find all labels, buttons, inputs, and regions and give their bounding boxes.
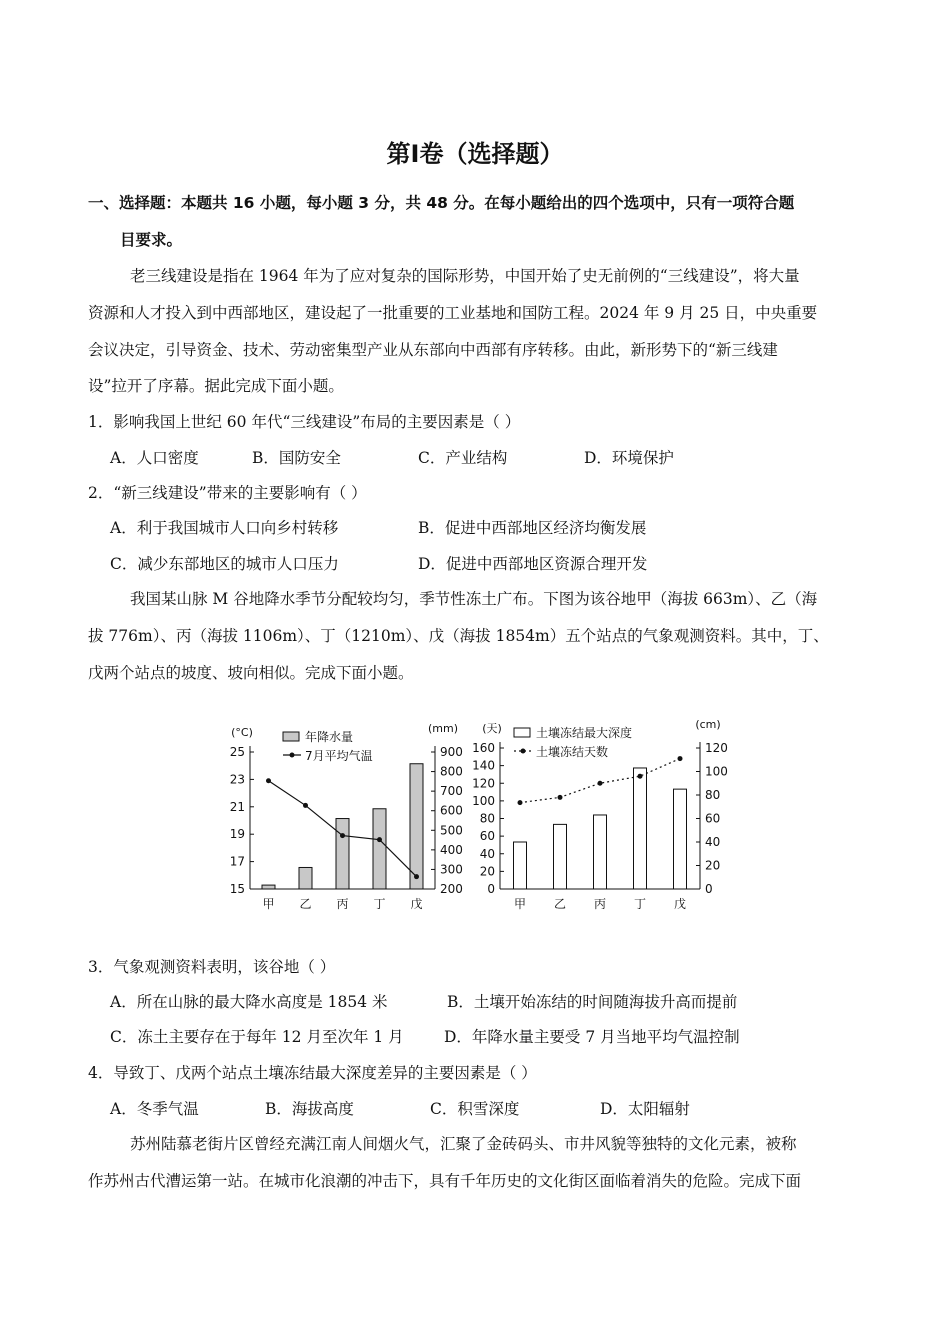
- passage1-line4: 设”拉开了序幕。据此完成下面小题。: [88, 377, 344, 395]
- chart0-line-point: [303, 803, 308, 808]
- passage3-line1: 苏州陆慕老街片区曾经充满江南人间烟火气，汇聚了金砖码头、市井风貌等独特的文化元素，被称: [130, 1135, 797, 1153]
- chart1-line-point: [558, 795, 563, 800]
- chart1-left-tick-label: 40: [479, 846, 495, 861]
- chart1-left-tick-label: 80: [479, 811, 495, 826]
- chart1-right-tick-label: 0: [705, 882, 713, 896]
- chart1-series-line: [520, 759, 680, 803]
- chart0-line-point: [266, 778, 271, 783]
- q4-option-b: B．海拔高度: [265, 1100, 354, 1118]
- chart1-bar: [554, 824, 567, 889]
- chart0-left-tick-label: 21: [229, 799, 245, 814]
- passage2-line1: 我国某山脉 M 谷地降水季节分配较均匀，季节性冻土广布。下图为该谷地甲（海拔 663m）、乙（海: [130, 590, 818, 608]
- climate-figure: [0, 705, 950, 925]
- chart0-category-label: 戊: [410, 897, 423, 911]
- chart0-category-label: 丁: [373, 897, 386, 911]
- chart1-line-point: [638, 774, 643, 779]
- q1-option-b: B．国防安全: [252, 449, 341, 467]
- chart0-right-tick-label: 600: [440, 803, 463, 818]
- chart0-bar: [336, 819, 349, 889]
- chart1-line-point: [678, 756, 683, 761]
- chart1-bar: [594, 815, 607, 889]
- chart1-line-point: [518, 800, 523, 805]
- passage2-line3: 戊两个站点的坡度、坡向相似。完成下面小题。: [88, 664, 414, 682]
- chart1-category-label: 戊: [673, 897, 687, 911]
- chart0-left-unit: (°C): [231, 726, 253, 739]
- chart0-bar: [299, 867, 312, 889]
- chart1-right-tick-label: 100: [705, 764, 728, 779]
- chart1-left-tick-label: 140: [472, 758, 495, 773]
- passage1-line1: 老三线建设是指在 1964 年为了应对复杂的国际形势，中国开始了史无前例的“三线建设”，将大量: [130, 267, 800, 285]
- chart1-left-tick-label: 120: [472, 776, 495, 791]
- chart0-left-tick-label: 25: [229, 745, 245, 759]
- chart1-right-tick-label: 60: [705, 811, 721, 826]
- chart0-right-tick-label: 900: [440, 745, 463, 759]
- chart1-category-label: 乙: [553, 897, 567, 911]
- q1-option-d: D．环境保护: [584, 449, 674, 467]
- chart0-line-point: [340, 833, 345, 838]
- q1-option-c: C．产业结构: [418, 449, 508, 467]
- passage1-line2: 资源和人才投入到中西部地区，建设起了一批重要的工业基地和国防工程。2024 年 9 月 25 日，中央重要: [88, 304, 818, 322]
- chart1-bar: [674, 789, 687, 889]
- chart1-legend-line-point: [521, 749, 526, 754]
- chart0-legend-bar-swatch: [283, 732, 299, 741]
- chart1-right-tick-label: 120: [705, 741, 728, 755]
- chart0-bar: [262, 885, 275, 889]
- chart1-category-label: 丙: [593, 897, 607, 911]
- chart1-bar: [514, 842, 527, 889]
- q3-option-b: B．土壤开始冻结的时间随海拔升高而提前: [447, 993, 738, 1011]
- q3-option-c: C．冻土主要存在于每年 12 月至次年 1 月: [110, 1028, 404, 1046]
- q3-option-a: A．所在山脉的最大降水高度是 1854 米: [110, 993, 388, 1011]
- q2-option-d: D．促进中西部地区资源合理开发: [418, 555, 648, 573]
- chart1-line-point: [598, 781, 603, 786]
- chart0-category-label: 甲: [262, 897, 275, 911]
- chart1-left-unit: (天): [482, 722, 502, 735]
- question-3-stem: 3．气象观测资料表明，该谷地（ ）: [88, 958, 336, 976]
- passage3-line2: 作苏州古代漕运第一站。在城市化浪潮的冲击下，具有千年历史的文化街区面临着消失的危险。完成下面: [88, 1172, 802, 1190]
- chart1-legend-line-label: 土壤冻结天数: [536, 745, 609, 759]
- chart1-right-tick-label: 20: [705, 858, 721, 873]
- chart1-left-tick-label: 100: [472, 793, 495, 808]
- chart0-right-tick-label: 300: [440, 862, 463, 877]
- chart0-bar: [373, 809, 386, 889]
- q1-option-a: A．人口密度: [110, 449, 199, 467]
- chart1-legend-bar-swatch: [514, 728, 530, 737]
- chart0-bar: [410, 764, 423, 889]
- section-heading-cont: 目要求。: [120, 231, 183, 249]
- chart0-left-tick-label: 19: [229, 827, 245, 842]
- chart1-right-tick-label: 40: [705, 835, 721, 849]
- chart1-legend-bar-label: 土壤冻结最大深度: [536, 726, 633, 740]
- chart0-legend-line-point: [290, 753, 295, 758]
- chart1-left-tick-label: 160: [472, 741, 495, 755]
- chart0-legend-bar-label: 年降水量: [305, 730, 354, 744]
- chart0-right-unit: (mm): [427, 722, 459, 735]
- chart0-right-tick-label: 700: [440, 784, 463, 799]
- chart1-category-label: 甲: [513, 897, 527, 911]
- q2-option-b: B．促进中西部地区经济均衡发展: [418, 519, 647, 537]
- chart0-left-tick-label: 17: [229, 854, 245, 869]
- chart0-right-tick-label: 400: [440, 842, 463, 857]
- chart1-category-label: 丁: [633, 897, 647, 911]
- chart0-line-point: [377, 837, 382, 842]
- chart1-left-tick-label: 60: [479, 829, 495, 844]
- chart1-left-tick-label: 20: [479, 864, 495, 879]
- q2-option-c: C．减少东部地区的城市人口压力: [110, 555, 339, 573]
- chart1-bar: [634, 768, 647, 889]
- passage2-line2: 拔 776m）、丙（海拔 1106m）、丁（1210m）、戊（海拔 1854m）五个站点的气象观测资料。其中，丁、: [88, 627, 829, 645]
- chart0-right-tick-label: 200: [440, 882, 463, 896]
- question-1-stem: 1．影响我国上世纪 60 年代“三线建设”布局的主要因素是（ ）: [88, 413, 521, 431]
- chart0-category-label: 乙: [299, 897, 312, 911]
- q4-option-c: C．积雪深度: [430, 1100, 520, 1118]
- question-4-stem: 4．导致丁、戊两个站点土壤冻结最大深度差异的主要因素是（ ）: [88, 1064, 537, 1082]
- chart0-category-label: 丙: [336, 897, 349, 911]
- passage1-line3: 会议决定，引导资金、技术、劳动密集型产业从东部向中西部有序转移。由此，新形势下的“新三线建: [88, 341, 778, 359]
- chart1-right-unit: (cm): [695, 718, 721, 731]
- chart0-left-tick-label: 15: [229, 882, 245, 896]
- q4-option-a: A．冬季气温: [110, 1100, 199, 1118]
- chart0-right-tick-label: 500: [440, 823, 463, 838]
- chart0-line-point: [414, 874, 419, 879]
- q4-option-d: D．太阳辐射: [600, 1100, 690, 1118]
- section-heading: 一、选择题：本题共 16 小题，每小题 3 分，共 48 分。在每小题给出的四个选项中，只有一项符合题: [88, 194, 795, 212]
- chart0-left-tick-label: 23: [229, 772, 245, 787]
- chart1-left-tick-label: 0: [487, 882, 495, 896]
- page-title: 第Ⅰ卷（选择题）: [386, 140, 564, 168]
- chart0-right-tick-label: 800: [440, 764, 463, 779]
- question-2-stem: 2．“新三线建设”带来的主要影响有（ ）: [88, 484, 367, 502]
- chart0-legend-line-label: 7月平均气温: [305, 749, 373, 763]
- chart1-right-tick-label: 80: [705, 788, 721, 802]
- q3-option-d: D．年降水量主要受 7 月当地平均气温控制: [444, 1028, 740, 1046]
- q2-option-a: A．利于我国城市人口向乡村转移: [110, 519, 339, 537]
